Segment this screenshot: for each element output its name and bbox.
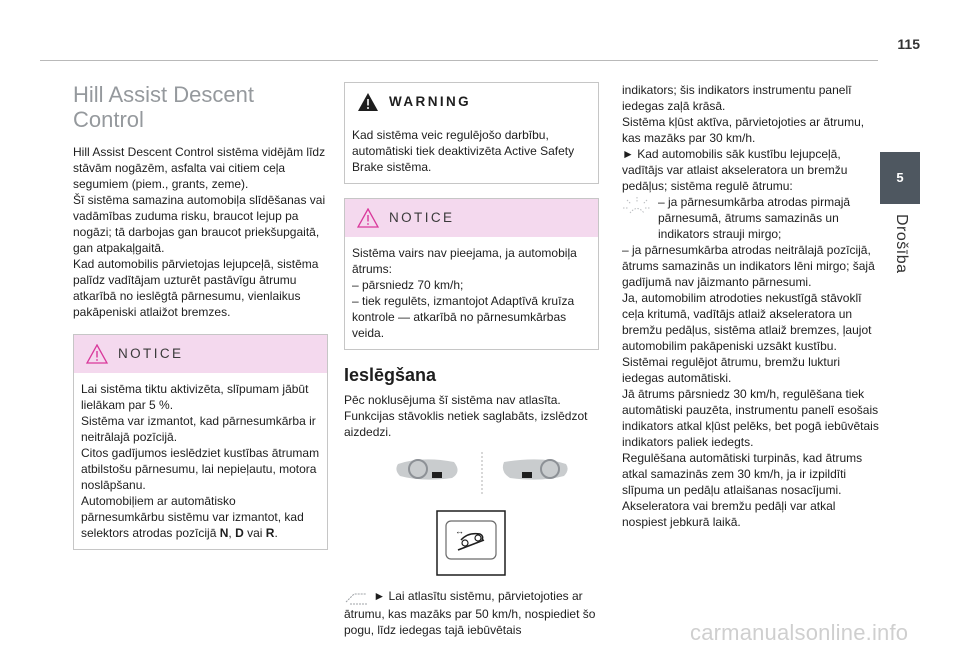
subsection-heading: Ieslēgšana [344,365,437,385]
notice-list-item: – pārsniedz 70 km/h; [352,278,464,292]
gear-position-d: D [235,526,244,540]
header-rule [40,60,878,61]
warning-label: WARNING [389,94,472,109]
hand-pointer-icon [344,588,370,606]
intro-paragraph: Hill Assist Descent Control sistēma vidējām līdz stāvām nogāzēm, asfalta vai citiem ceļa segumiem (piem., grants, zeme). [73,145,326,191]
notice-label: NOTICE [118,346,184,361]
body-paragraph: indikators; šis indikators instrumentu panelī iedegas zaļā krāsā. [622,83,852,113]
column-right [622,82,880,530]
warning-text: Kad sistēma veic regulējošo darbību, automātiski tiek deaktivizēta Active Safety Brake sistēma. [352,128,575,174]
column-left [73,82,328,564]
hill-descent-button-illustration [436,510,506,576]
chapter-tab[interactable] [880,152,920,204]
dashboard-location-icon [392,450,572,496]
list-item: – ja pārnesumkārba atrodas pirmajā pārnesumā, ātrums samazinās un indikators strauji mirgo; [622,194,880,242]
body-paragraph: Sistēma kļūst aktīva, pārvietojoties ar ātrumu, kas mazāks par 30 km/h. [622,115,865,145]
subsection-text: Pēc noklusējuma šī sistēma nav atlasīta. Funkcijas stāvoklis netiek saglabāts, izslēdzot aizdedzi. [344,393,588,439]
chapter-title: Drošība [893,214,910,274]
dashboard-illustration [392,450,572,496]
notice-label: NOTICE [389,210,455,225]
notice-line: Citos gadījumos ieslēdziet kustības ātrumam atbilstošu pārnesumu, lai nepieļautu, motora noslāpšanu. [81,446,320,492]
notice-line: Lai sistēma tiktu aktivizēta, slīpumam jābūt lielākam par 5 %. [81,382,309,412]
notice-line: Automobiļiem ar automātisko pārnesumkārbu sistēmu var izmantot, kad selektors atrodas pozīcijā N, D vai R. [81,494,304,540]
list-item: – ja pārnesumkārba atrodas neitrālajā pozīcijā, ātrums samazinās un indikators lēni mirgo; šajā gadījumā nav jāizmanto pārnesumi. [622,243,875,289]
body-paragraph: Jā ātrums pārsniedz 30 km/h, regulēšana tiek automātiski pauzēta, instrumentu panelī esošais indikators atkal kļūst pelēks, bet pogā iebūvētais indikators paliek iedegts. [622,387,879,449]
indicator-flash-icon [622,196,652,216]
svg-text:↔: ↔ [455,526,464,536]
body-paragraph: Regulēšana automātiski turpinās, kad ātrums atkal samazinās zem 30 km/h, ja ir izpildīti slīpuma un pedāļu atlaišanas nosacījumi. [622,451,863,497]
intro-paragraph: Kad automobilis pārvietojas lejupceļā, sistēma palīdz vadītājam uzturēt pastāvīgu ātrumu atkarībā no ieslēgtā pārnesumu, vienlaikus pakāpeniski atlaižot bremzes. [73,257,319,319]
notice-box [73,334,328,550]
intro-paragraph: Šī sistēma samazina automobiļa slīdēšanas vai vadāmības zuduma risku, braucot lejup pa nogāzi; tā darbojas gan braucot priekšupgaitā, gan atpakaļgaitā. [73,193,326,255]
notice-list-item: – tiek regulēts, izmantojot Adaptīvā kruīza kontrole — atkarībā no pārnesumkārbas veida. [352,294,575,340]
body-paragraph: Sistēmai regulējot ātrumu, bremžu lukturi iedegas automātiski. [622,355,841,385]
body-paragraph: Ja, automobilim atrodoties nekustīgā stāvoklī ceļa kritumā, vadītājs atlaiž akseleratora un bremžu pedāļus, sistēma atlaiž bremzes, ļaujot automobilim pakāpeniski uzsākt kustību. [622,291,872,353]
instruction-text: ► Lai atlasītu sistēmu, pārvietojoties ar ātrumu, kas mazāks par 50 km/h, nospiediet šo pogu, līdz iedegas tajā iebūvētais [344,589,596,637]
notice-text: Sistēma vairs nav pieejama, ja automobiļa ātrums: [352,246,577,276]
body-paragraph: ► Kad automobilis sāk kustību lejupceļā, vadītājs var atlaist akseleratora un bremžu pedāļus; sistēma regulē ātrumu: [622,147,848,193]
notice-box [344,198,599,350]
gear-position-r: R [265,526,275,540]
warning-triangle-icon [86,344,108,364]
body-paragraph: Akseleratora vai bremžu pedāļi var atkal nospiest jebkurā laikā. [622,499,836,529]
warning-triangle-icon [357,208,379,228]
watermark: carmanualsonline.info [690,620,909,645]
page-number: 115 [897,36,920,52]
hill-descent-button-icon [436,510,506,576]
warning-triangle-icon [357,92,379,112]
column-middle [344,82,599,638]
chapter-number: 5 [896,170,904,185]
gear-position-n: N [219,526,229,540]
notice-line: Sistēma var izmantot, kad pārnesumkārba ir neitrālajā pozīcijā. [81,414,316,444]
warning-box [344,82,599,184]
section-heading: Hill Assist Descent Control [73,82,254,132]
